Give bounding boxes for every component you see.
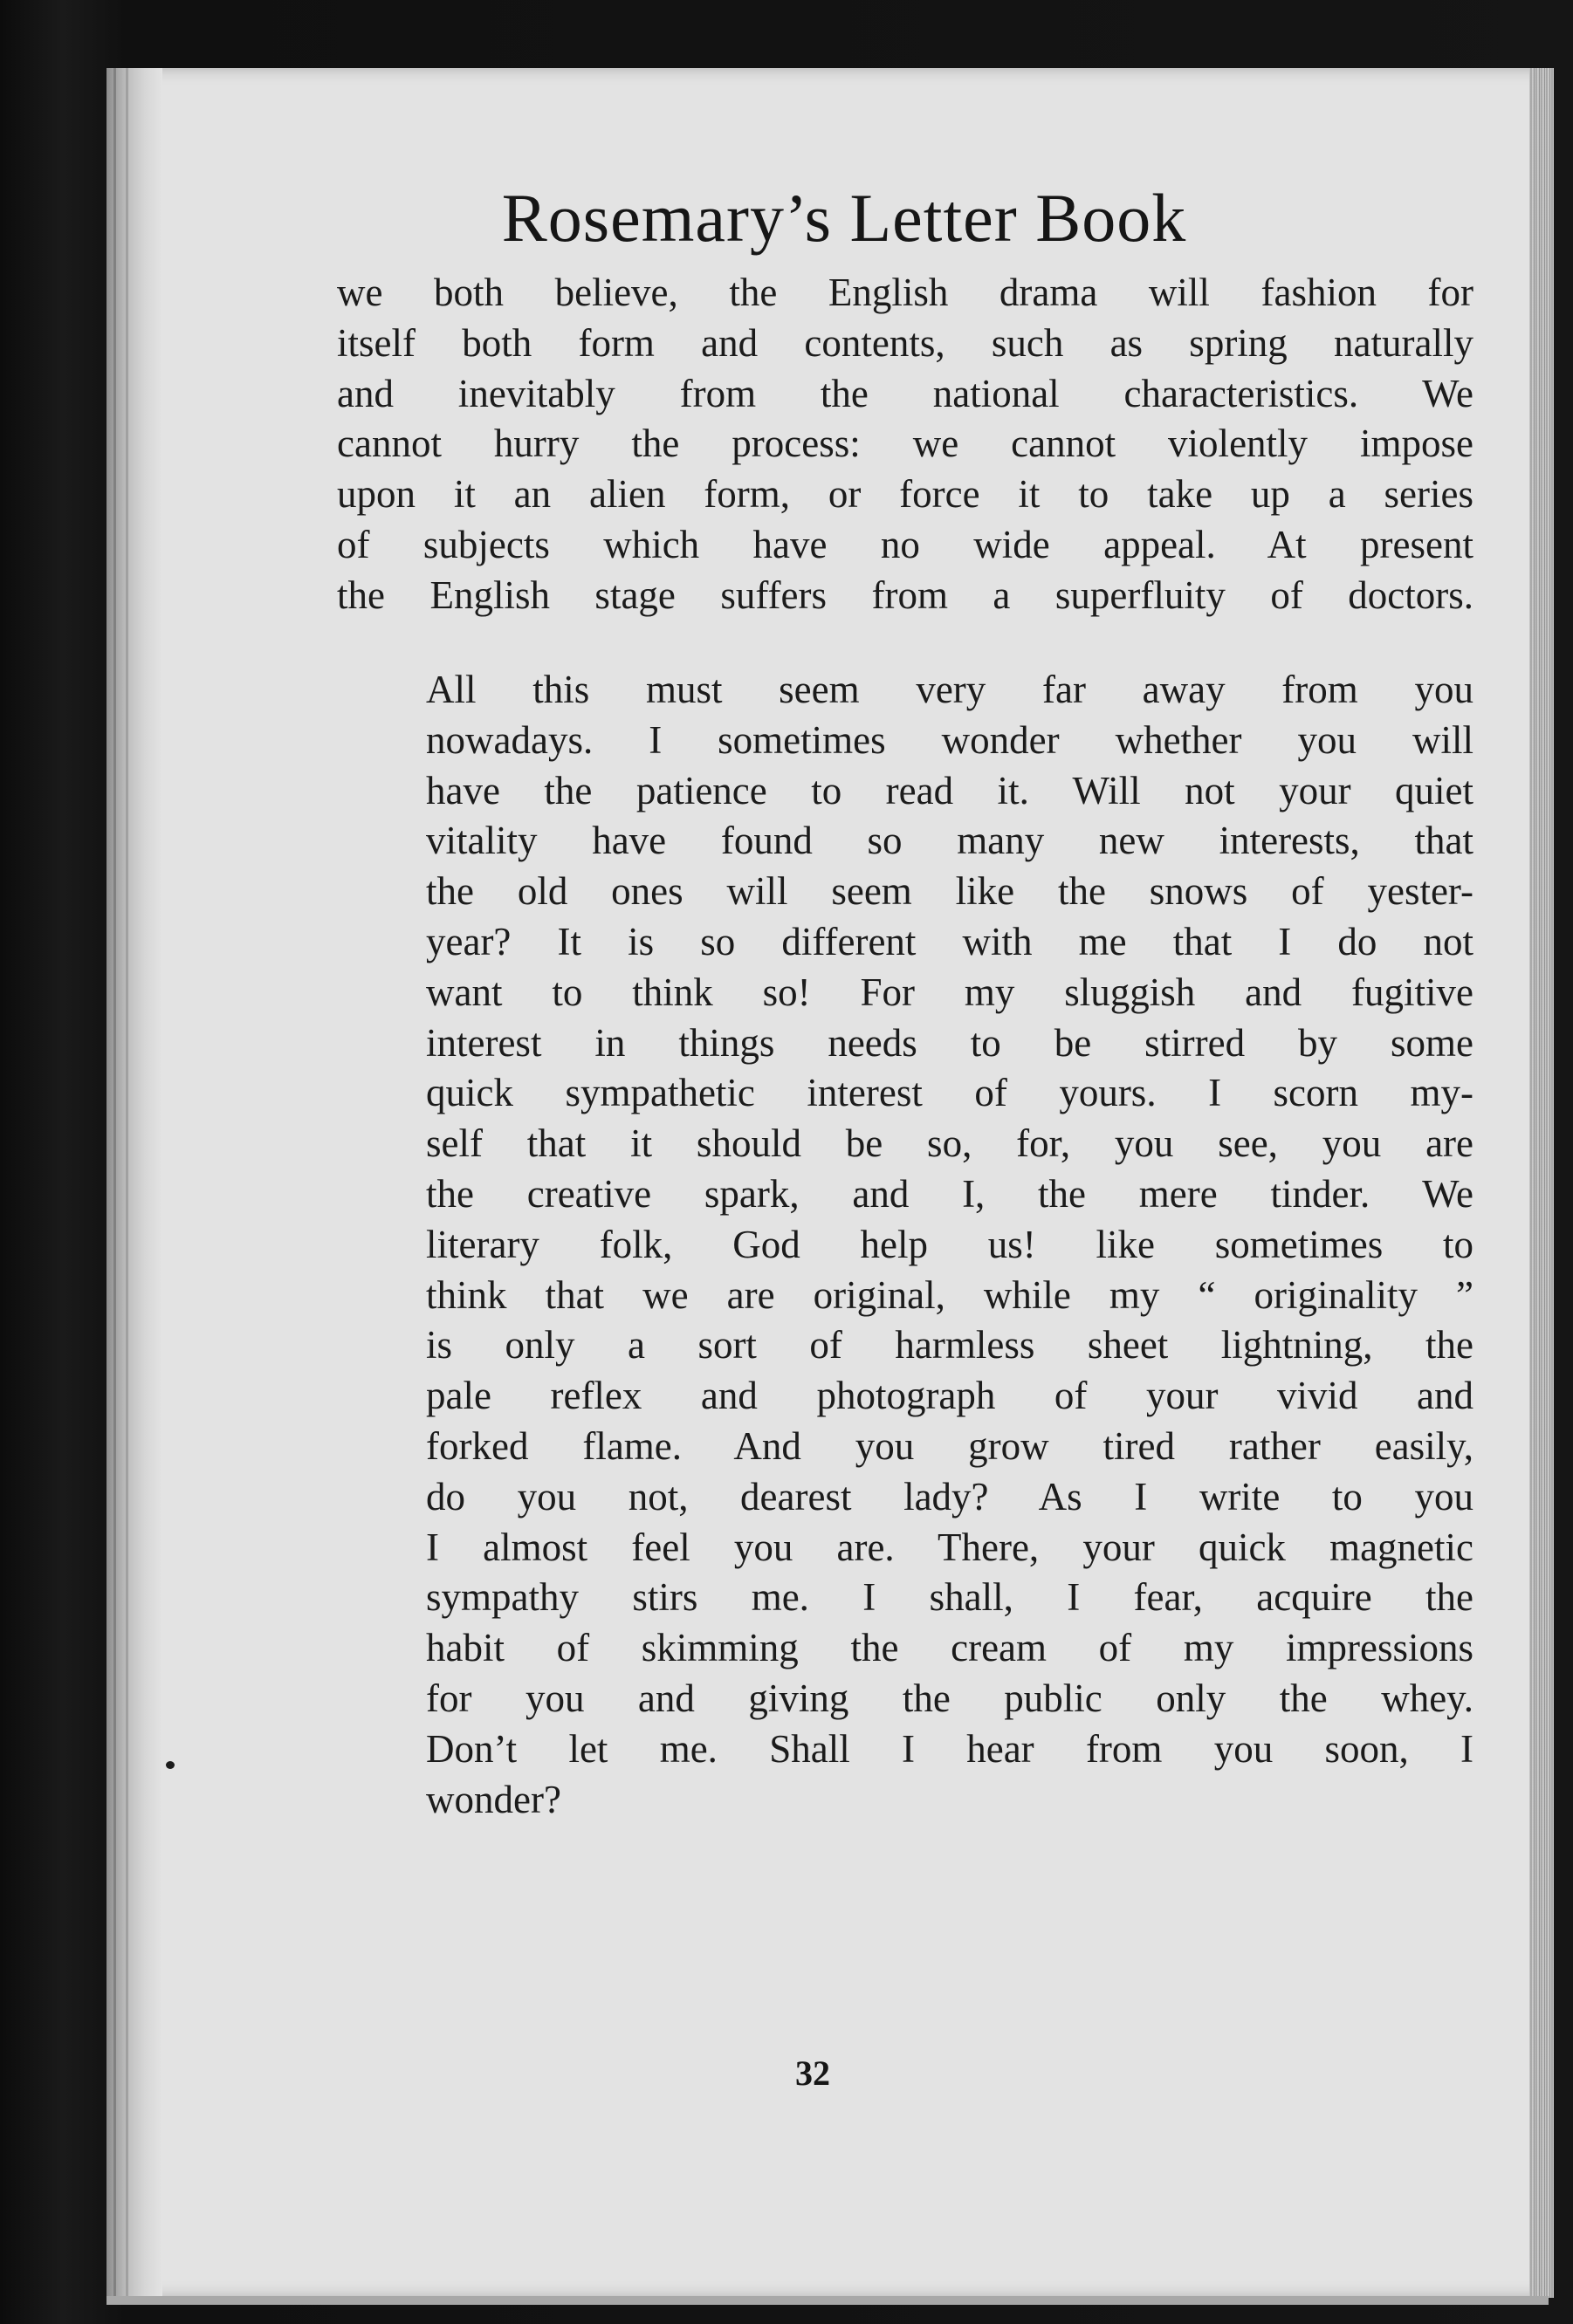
gutter-line	[126, 68, 128, 2298]
text-line: habit of skimming the cream of my impressions	[426, 1626, 1473, 1670]
text-line: self that it should be so, for, you see, you are	[426, 1121, 1473, 1166]
text-line: interest in things needs to be stirred by some	[426, 1020, 1473, 1065]
paragraph-1	[337, 268, 1473, 621]
text-line: cannot hurry the process: we cannot violently impose	[337, 422, 1473, 466]
text-line: pale reflex and photograph of your vivid and	[426, 1374, 1473, 1418]
text-line: forked flame. And you grow tired rather easily,	[426, 1423, 1473, 1468]
ink-speck	[166, 1761, 175, 1769]
running-header-text: Rosemary’s Letter Book	[501, 180, 1187, 256]
text-line: and inevitably from the national characteristics. We	[337, 371, 1473, 415]
text-line: year? It is so different with me that I do not	[426, 919, 1473, 963]
text-line: vitality have found so many new interests, that	[426, 819, 1473, 863]
page-gutter	[106, 68, 162, 2298]
text-line: think that we are original, while my “ originality ”	[426, 1272, 1473, 1317]
text-line: Don’t let me. Shall I hear from you soon, I	[426, 1726, 1473, 1771]
text-line: All this must seem very far away from you	[426, 668, 1473, 711]
text-line: literary folk, God help us! like sometimes to	[426, 1222, 1473, 1266]
text-line: quick sympathetic interest of yours. I scorn my-	[426, 1071, 1473, 1115]
text-line: of subjects which have no wide appeal. At present	[337, 522, 1473, 566]
text-line: itself both form and contents, such as spring naturally	[337, 320, 1473, 365]
gutter-line	[113, 68, 116, 2298]
text-line: have the patience to read it. Will not your quiet	[426, 768, 1473, 812]
text-line: want to think so! For my sluggish and fugitive	[426, 970, 1473, 1014]
text-line: nowadays. I sometimes wonder whether you will	[426, 717, 1473, 762]
text-line: sympathy stirs me. I shall, I fear, acquire the	[426, 1575, 1473, 1620]
text-line: wonder?	[426, 1777, 561, 1821]
text-line: upon it an alien form, or force it to take up a series	[337, 472, 1473, 517]
page-edge-right	[1529, 68, 1554, 2298]
text-line: I almost feel you are. There, your quick magnetic	[426, 1525, 1473, 1569]
page-number-text: 32	[795, 2053, 830, 2093]
text-line: do you not, dearest lady? As I write to you	[426, 1474, 1473, 1518]
text-line: the English stage suffers from a superfluity of doctors.	[337, 572, 1473, 617]
page-edge-bottom	[106, 2296, 1549, 2305]
running-header	[0, 179, 1573, 257]
text-line: is only a sort of harmless sheet lightning, the	[426, 1323, 1473, 1368]
text-line: for you and giving the public only the whey.	[426, 1676, 1473, 1720]
text-line: the old ones will seem like the snows of yester-	[426, 869, 1473, 914]
text-line: the creative spark, and I, the mere tinder. We	[426, 1171, 1473, 1216]
page-number	[0, 2053, 1573, 2094]
paragraph-2	[426, 665, 1473, 1825]
text-line: we both believe, the English drama will fashion for	[337, 271, 1473, 314]
